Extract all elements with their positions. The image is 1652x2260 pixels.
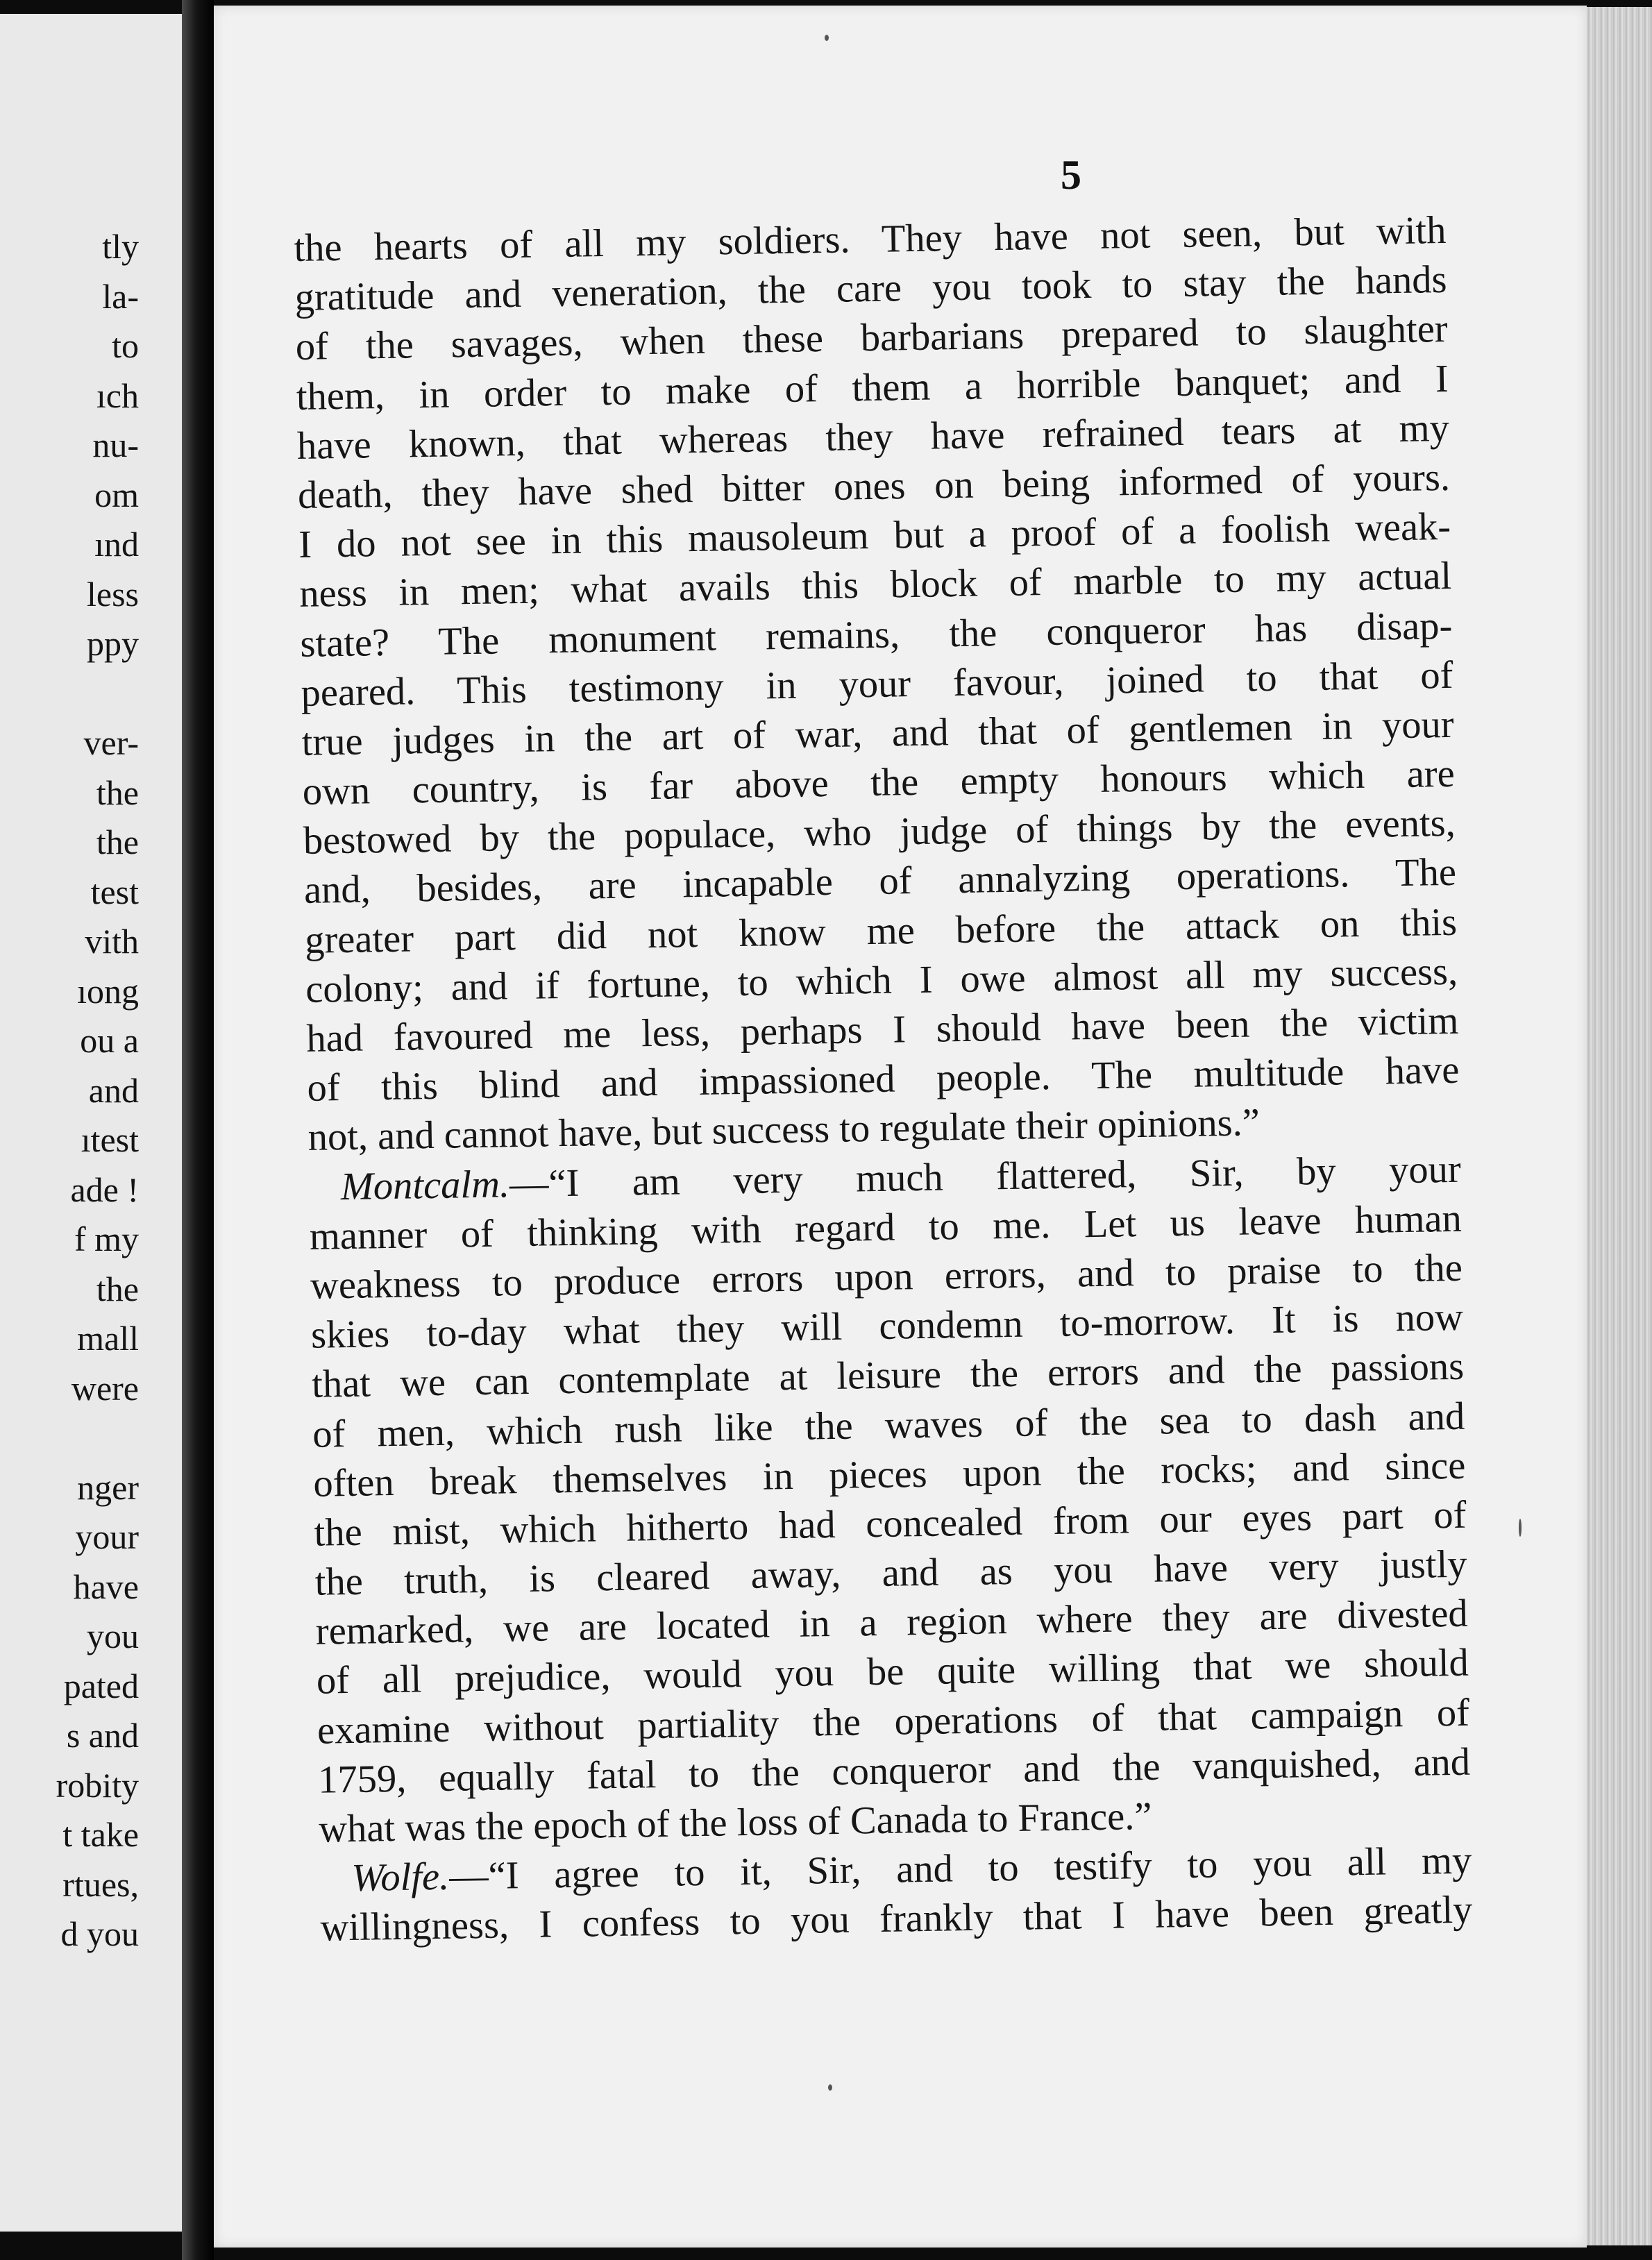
line-text: the truth, is cleared away, and as you have very justly bbox=[314, 1542, 1468, 1604]
previous-page-line-fragment: ıong bbox=[77, 971, 139, 1011]
previous-page-line-fragment: your bbox=[75, 1517, 139, 1556]
previous-page-line-fragment: om bbox=[94, 475, 139, 514]
previous-page-line-fragment: have bbox=[73, 1567, 139, 1606]
previous-page-line-fragment: ou a bbox=[80, 1021, 139, 1060]
line-text: death, they have shed bitter ones on being informed of yours. bbox=[297, 455, 1451, 517]
previous-page-line-fragment: vith bbox=[85, 922, 139, 961]
previous-page-line-fragment: mall bbox=[77, 1319, 139, 1358]
previous-page-line-fragment: f my bbox=[74, 1220, 139, 1258]
previous-page-line-fragment: the bbox=[96, 773, 139, 812]
line-text: bestowed by the populace, who judge of things by the events, bbox=[303, 802, 1456, 863]
line-text: gratitude and veneration, the care you took to stay the hands bbox=[294, 258, 1447, 320]
previous-page-fragment bbox=[0, 14, 182, 2232]
previous-page-line-fragment: were bbox=[71, 1368, 139, 1408]
line-text: own country, is far above the empty honours which are bbox=[302, 752, 1456, 813]
previous-page-line-fragment: and bbox=[88, 1070, 139, 1110]
line-text: that we can contemplate at leisure the errors and the passions bbox=[311, 1345, 1465, 1407]
line-text: of this blind and impassioned people. The multitude have bbox=[307, 1048, 1460, 1111]
line-text: ness in men; what avails this block of marble to my actual bbox=[298, 555, 1452, 616]
line-text: not, and cannot have, but success to regulate their opinions.” bbox=[307, 1101, 1261, 1160]
line-text: colony; and if fortune, to which I owe almost all my success, bbox=[305, 950, 1458, 1011]
line-text: examine without partiality the operations of that campaign of bbox=[317, 1691, 1470, 1753]
line-text: the mist, which hitherto had concealed from our eyes part of bbox=[314, 1493, 1467, 1555]
previous-page-line-fragment: ade ! bbox=[70, 1170, 139, 1209]
line-text: weakness to produce errors upon errors, and to praise to the bbox=[310, 1246, 1463, 1308]
paper-speck bbox=[828, 2084, 832, 2091]
previous-page-line-fragment: nger bbox=[77, 1467, 139, 1507]
previous-page-line-fragment: ppy bbox=[87, 624, 139, 663]
line-text: them, in order to make of them a horrible banquet; and I bbox=[296, 357, 1449, 419]
previous-page-line-fragment: ıch bbox=[96, 376, 139, 415]
line-text: I do not see in this mausoleum but a proof of a foolish weak- bbox=[298, 505, 1451, 567]
previous-page-line-fragment: ınd bbox=[94, 525, 139, 564]
line-text: of the savages, when these barbarians prepared to slaughter bbox=[295, 307, 1449, 369]
previous-page-line-fragment: nu- bbox=[92, 425, 139, 464]
line-text: of all prejudice, would you be quite willing that we should bbox=[316, 1642, 1469, 1703]
previous-page-line-ends bbox=[0, 222, 139, 1959]
previous-page-line-fragment: the bbox=[96, 823, 139, 861]
current-page bbox=[214, 6, 1587, 2248]
previous-page-line-fragment: s and bbox=[66, 1716, 139, 1755]
line-text: what was the epoch of the loss of Canada to France.” bbox=[318, 1794, 1152, 1851]
previous-page-line-fragment: ver- bbox=[83, 723, 139, 762]
paper-speck bbox=[1519, 1519, 1522, 1537]
speaker-name: Wolfe. bbox=[351, 1855, 450, 1900]
previous-page-line-fragment: the bbox=[96, 1269, 139, 1308]
line-text: the hearts of all my soldiers. They have not seen, but with bbox=[294, 208, 1447, 270]
book-gutter bbox=[182, 0, 214, 2260]
page-stack-edge bbox=[1587, 7, 1652, 2245]
page-number: 5 bbox=[1061, 152, 1081, 198]
previous-page-line-fragment: la- bbox=[102, 276, 139, 316]
previous-page-line-fragment: pated bbox=[63, 1666, 139, 1705]
previous-page-line-fragment: to bbox=[112, 326, 139, 365]
previous-page-line-fragment: t take bbox=[62, 1815, 139, 1854]
line-text: peared. This testimony in your favour, joined to that of bbox=[301, 653, 1453, 715]
page-body-text bbox=[294, 206, 1473, 1953]
line-text: manner of thinking with regard to me. Let us leave human bbox=[309, 1197, 1463, 1258]
previous-page-line-fragment: d you bbox=[60, 1914, 139, 1953]
paragraph-gap bbox=[0, 1413, 139, 1463]
line-text: skies to-day what they will condemn to-morrow. It is now bbox=[310, 1295, 1464, 1357]
previous-page-line-fragment: tly bbox=[102, 227, 139, 266]
line-text: true judges in the art of war, and that of gentlemen in your bbox=[301, 702, 1455, 764]
line-text: have known, that whereas they have refrained tears at my bbox=[296, 406, 1450, 468]
paragraph-gap bbox=[0, 669, 139, 719]
line-text: willingness, I confess to you frankly that I have been greatly bbox=[320, 1889, 1473, 1950]
previous-page-line-fragment: less bbox=[87, 574, 139, 614]
line-text: —“I agree to it, Sir, and to testify to you all my bbox=[448, 1839, 1472, 1898]
paper-speck bbox=[825, 35, 829, 41]
line-text: 1759, equally fatal to the conqueror and the vanquished, and bbox=[317, 1740, 1471, 1802]
line-text: —“I am very much flattered, Sir, by your bbox=[509, 1147, 1462, 1206]
previous-page-line-fragment: you bbox=[87, 1617, 139, 1655]
line-text: had favoured me less, perhaps I should have been the victim bbox=[305, 999, 1459, 1061]
line-text: often break themselves in pieces upon the rocks; and since bbox=[313, 1444, 1466, 1506]
line-text: and, besides, are incapable of annalyzing operations. The bbox=[303, 851, 1457, 913]
line-text: remarked, we are located in a region where they are divested bbox=[315, 1592, 1469, 1653]
previous-page-line-fragment: test bbox=[90, 872, 139, 911]
line-text: greater part did not know me before the attack on this bbox=[304, 900, 1458, 962]
speaker-name: Montcalm. bbox=[340, 1162, 510, 1208]
previous-page-line-fragment: robity bbox=[56, 1765, 139, 1805]
previous-page-line-fragment: rtues, bbox=[62, 1864, 139, 1904]
previous-page-line-fragment: ıtest bbox=[81, 1120, 139, 1159]
line-text: of men, which rush like the waves of the sea to dash and bbox=[312, 1394, 1465, 1456]
line-text: state? The monument remains, the conqueror has disap- bbox=[300, 604, 1453, 666]
